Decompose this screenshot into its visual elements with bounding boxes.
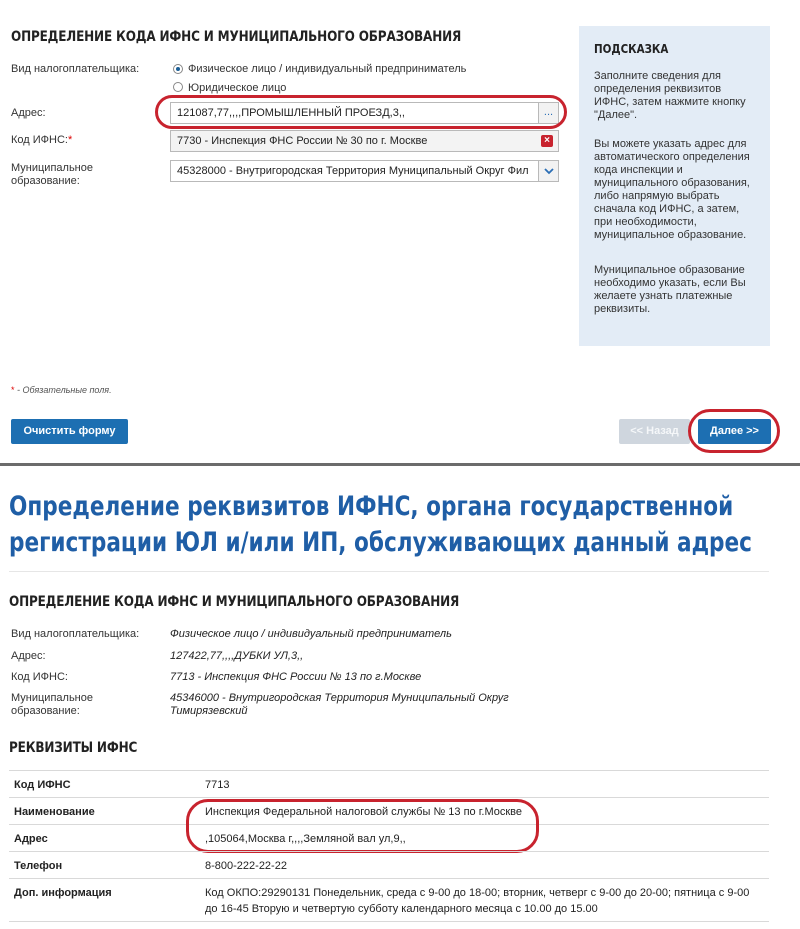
row-address-value: ,105064,Москва г,,,,Земляной вал ул,9,, xyxy=(205,833,406,845)
hint-line: определения реквизитов xyxy=(594,83,722,95)
radio-individual-label[interactable]: Физическое лицо / индивидуальный предприниматель xyxy=(188,63,467,75)
ifns-code-field[interactable] xyxy=(170,130,559,152)
summary-ifns-value: 7713 - Инспекция ФНС России № 13 по г.Москве xyxy=(170,671,422,683)
table-divider xyxy=(9,797,769,798)
page-title-line-1: Определение реквизитов ИФНС, органа государственной xyxy=(9,491,734,522)
summary-municipal-value-2: Тимирязевский xyxy=(170,705,248,717)
hint-line: сначала код ИФНС, а затем, xyxy=(594,203,740,215)
row-name-key: Наименование xyxy=(14,806,95,818)
radio-legal-entity[interactable] xyxy=(173,82,183,92)
required-note: * - Обязательные поля. xyxy=(11,385,112,395)
highlight-requisites-oval xyxy=(186,799,539,853)
hint-line: Вы можете указать адрес для xyxy=(594,138,747,150)
hint-paragraph-2 xyxy=(594,138,764,242)
summary-ifns-label: Код ИФНС: xyxy=(11,671,68,683)
row-info-value-2: до 16-45 Вторую и четвертую субботу календарного месяца с 10.00 до 15.00 xyxy=(205,903,598,915)
summary-taxpayer-value: Физическое лицо / индивидуальный предприниматель xyxy=(170,628,452,640)
address-label: Адрес: xyxy=(11,107,46,119)
next-button[interactable]: Далее >> xyxy=(698,419,771,444)
page-title-line-2: регистрации ЮЛ и/или ИП, обслуживающих данный адрес xyxy=(9,527,752,558)
summary-municipal-label-1: Муниципальное xyxy=(11,692,93,704)
table-divider xyxy=(9,878,769,879)
screenshot-divider xyxy=(0,463,800,466)
summary-address-value: 127422,77,,,,ДУБКИ УЛ,3,, xyxy=(170,650,304,662)
hint-line: при необходимости, xyxy=(594,216,697,228)
municipal-label-1: Муниципальное xyxy=(11,162,93,174)
hint-paragraph-1 xyxy=(594,70,764,122)
address-value: 121087,77,,,,ПРОМЫШЛЕННЫЙ ПРОЕЗД,3,, xyxy=(177,107,405,119)
hint-line: муниципальное образование. xyxy=(594,229,747,241)
row-info-value-1: Код ОКПО:29290131 Понедельник, среда с 9-00 до 18-00; вторник, четверг с 9-00 до 20-00; пятница с 9-00 xyxy=(205,887,750,899)
required-mark: * xyxy=(67,134,73,146)
table-divider xyxy=(9,851,769,852)
row-code-value: 7713 xyxy=(205,779,230,791)
hint-line: необходимо указать, если Вы xyxy=(594,277,746,289)
hint-line: либо напрямую выбрать xyxy=(594,190,720,202)
municipal-value: 45328000 - Внутригородская Территория Муниципальный Округ Фил xyxy=(177,165,529,177)
summary-address-label: Адрес: xyxy=(11,650,46,662)
row-name-value: Инспекция Федеральной налоговой службы № 13 по г.Москве xyxy=(205,806,523,818)
hint-line: кода инспекции и xyxy=(594,164,683,176)
required-note-mark: * xyxy=(11,385,15,395)
radio-individual[interactable] xyxy=(173,64,183,74)
municipal-select[interactable] xyxy=(170,160,559,182)
row-code-key: Код ИФНС xyxy=(14,779,71,791)
row-address-key: Адрес xyxy=(14,833,48,845)
highlight-address-oval xyxy=(155,95,567,129)
clear-form-button[interactable]: Очистить форму xyxy=(11,419,128,444)
title-divider xyxy=(9,571,769,572)
required-note-text: Обязательные поля. xyxy=(22,385,112,395)
ifns-code-value: 7730 - Инспекция ФНС России № 30 по г. Москве xyxy=(177,135,428,147)
hint-line: реквизиты. xyxy=(594,303,651,315)
clear-ifns-icon[interactable]: × xyxy=(541,135,553,147)
ifns-code-label-text: Код ИФНС: xyxy=(11,134,68,146)
ifns-code-label xyxy=(11,134,72,147)
radio-legal-entity-label[interactable]: Юридическое лицо xyxy=(188,82,287,94)
summary-municipal-label-2: образование: xyxy=(11,705,80,717)
hint-line: Заполните сведения для xyxy=(594,70,721,82)
hint-line: автоматического определения xyxy=(594,151,750,163)
hint-line: "Далее". xyxy=(594,109,638,121)
hint-title: ПОДСКАЗКА xyxy=(594,42,669,56)
hint-line: Муниципальное образование xyxy=(594,264,745,276)
table-divider xyxy=(9,921,769,922)
chevron-down-icon[interactable] xyxy=(538,161,558,181)
row-phone-key: Телефон xyxy=(14,860,63,872)
back-button[interactable]: << Назад xyxy=(619,419,690,444)
table-divider xyxy=(9,770,769,771)
hint-line: желаете узнать платежные xyxy=(594,290,733,302)
municipal-label-2: образование: xyxy=(11,175,80,187)
section-title: ОПРЕДЕЛЕНИЕ КОДА ИФНС И МУНИЦИПАЛЬНОГО ОБРАЗОВАНИЯ xyxy=(11,29,462,45)
taxpayer-type-label: Вид налогоплательщика: xyxy=(11,63,140,75)
row-info-key: Доп. информация xyxy=(14,887,112,899)
summary-taxpayer-label: Вид налогоплательщика: xyxy=(11,628,140,640)
summary-municipal-value-1: 45346000 - Внутригородская Территория Муниципальный Округ xyxy=(170,692,509,704)
hint-line: муниципального образования, xyxy=(594,177,750,189)
address-picker-button[interactable]: ... xyxy=(538,103,558,123)
requisites-title: РЕКВИЗИТЫ ИФНС xyxy=(9,740,138,756)
hint-line: ИФНС, затем нажмите кнопку xyxy=(594,96,746,108)
summary-section-title: ОПРЕДЕЛЕНИЕ КОДА ИФНС И МУНИЦИПАЛЬНОГО ОБРАЗОВАНИЯ xyxy=(9,594,460,610)
highlight-next-oval xyxy=(688,409,780,453)
row-phone-value: 8-800-222-22-22 xyxy=(205,860,287,872)
hint-paragraph-3 xyxy=(594,264,764,316)
